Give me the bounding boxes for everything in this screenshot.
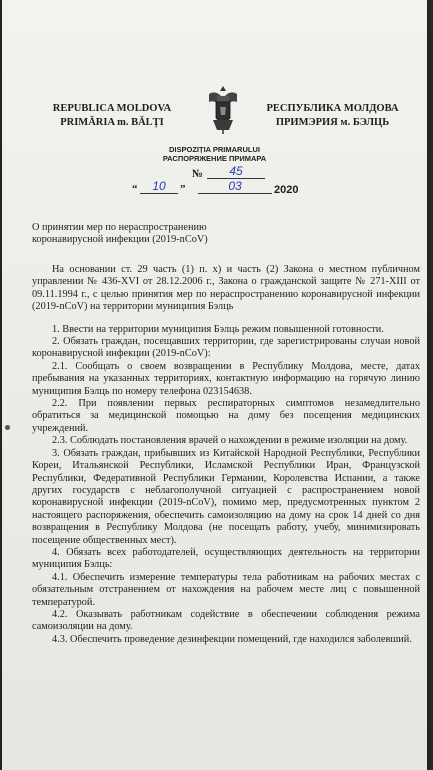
- paragraph-4-3: 4.3. Обеспечить проведение дезинфекции помещений, где находился заболевший.: [52, 633, 412, 645]
- date-open-quote: “: [132, 183, 138, 195]
- paragraph-2-1: 2.1. Сообщать о своем возвращении в Республику Молдова, месте, датах пребывания на указанных территориях, контактную информацию на горячую линию муниципия Бэлць по номеру телефона 023154638.: [32, 360, 420, 397]
- paragraph-2: 2. Обязать граждан, посещавших территории, где зарегистрированы случаи новой коронавирусной инфекции (2019-nCoV):: [32, 336, 420, 360]
- date-day: 10: [140, 179, 178, 194]
- paragraph-4-2: 4.2. Оказывать работникам содействие в обеспечении соблюдения режима самоизоляции на дому.: [32, 608, 420, 633]
- header-right-line2: ПРИМЭРИЯ м. БЭЛЦЬ: [275, 117, 390, 128]
- document-page: [2, 0, 427, 770]
- date-month: 03: [198, 179, 272, 194]
- paragraph-2-2: 2.2. При появлении первых респираторных симптомов незамедлительно обратиться за медицинской помощью на дому без посещения медицинских учреждений.: [32, 398, 420, 434]
- header-left-line1: REPUBLICA MOLDOVA: [52, 103, 172, 114]
- subject: [32, 222, 420, 247]
- header-right-line1: РЕСПУБЛИКА МОЛДОВА: [266, 103, 399, 114]
- paragraph-4-1: 4.1. Обеспечить измерение температуры тела работникам на рабочих местах с обязательным отстранением от нахождения на рабочем месте лиц с повышенной температурой.: [32, 571, 420, 608]
- subject-line1: О принятии мер по нераспространению: [32, 222, 207, 233]
- date-close-quote: ”: [180, 183, 186, 195]
- number-prefix: №: [192, 168, 204, 180]
- main-text: [32, 264, 420, 646]
- date-year: 2020: [274, 184, 299, 196]
- paragraph-4: 4. Обязать всех работодателей, осуществляющих деятельность на территории муниципия Бэлць:: [32, 546, 420, 571]
- coat-of-arms-emblem: [205, 84, 241, 136]
- paragraph-3: 3. Обязать граждан, прибывших из Китайской Народной Республики, Республики Кореи, Итальянской Республики, Исламской Республики Иран, Французской Республики, Федеративной Республики Германии, Королевства Испании, а также других государств с неблагополучной ситуацией с распространением новой коронавирусной инфекции (2019-nCoV), помимо мер, предусмотренных пунктом 2 настоящего распоряжения, обеспечить самоизоляцию на дому на срок 14 дней со дня возвращения в Республику Молдова (не посещать работу, учебу, минимизировать посещение общественных мест).: [32, 447, 420, 546]
- header-left-line2: PRIMĂRIA m. BĂLȚI: [60, 117, 164, 128]
- paragraph-2-3: 2.3. Соблюдать постановления врачей о нахождении в режиме изоляции на дому.: [52, 435, 408, 447]
- document-number: 45: [207, 164, 265, 179]
- intro-paragraph: На основании ст. 29 часть (1) п. х) и часть (2) Закона о местном публичном управлении № 436-XVI от 28.12.2006 г., Закона о гражданской защите № 271-XIII от 09.11.1994 г., с целью принятия мер по нераспространению коронавирусной инфекции (2019-nCoV) на территории муниципия Бэлць: [32, 264, 420, 313]
- doc-title-ro: DISPOZIȚIA PRIMARULUI: [169, 145, 260, 154]
- paragraph-1: 1. Ввести на территории муниципия Бэлць режим повышенной готовности.: [52, 323, 384, 335]
- doc-title-ru: РАСПОРЯЖЕНИЕ ПРИМАРА: [162, 154, 267, 163]
- header-left: [42, 102, 182, 130]
- punch-hole-mark: [5, 425, 10, 430]
- header-right: [245, 102, 420, 130]
- subject-line2: коронавирусной инфекции (2019-nCoV): [32, 234, 208, 246]
